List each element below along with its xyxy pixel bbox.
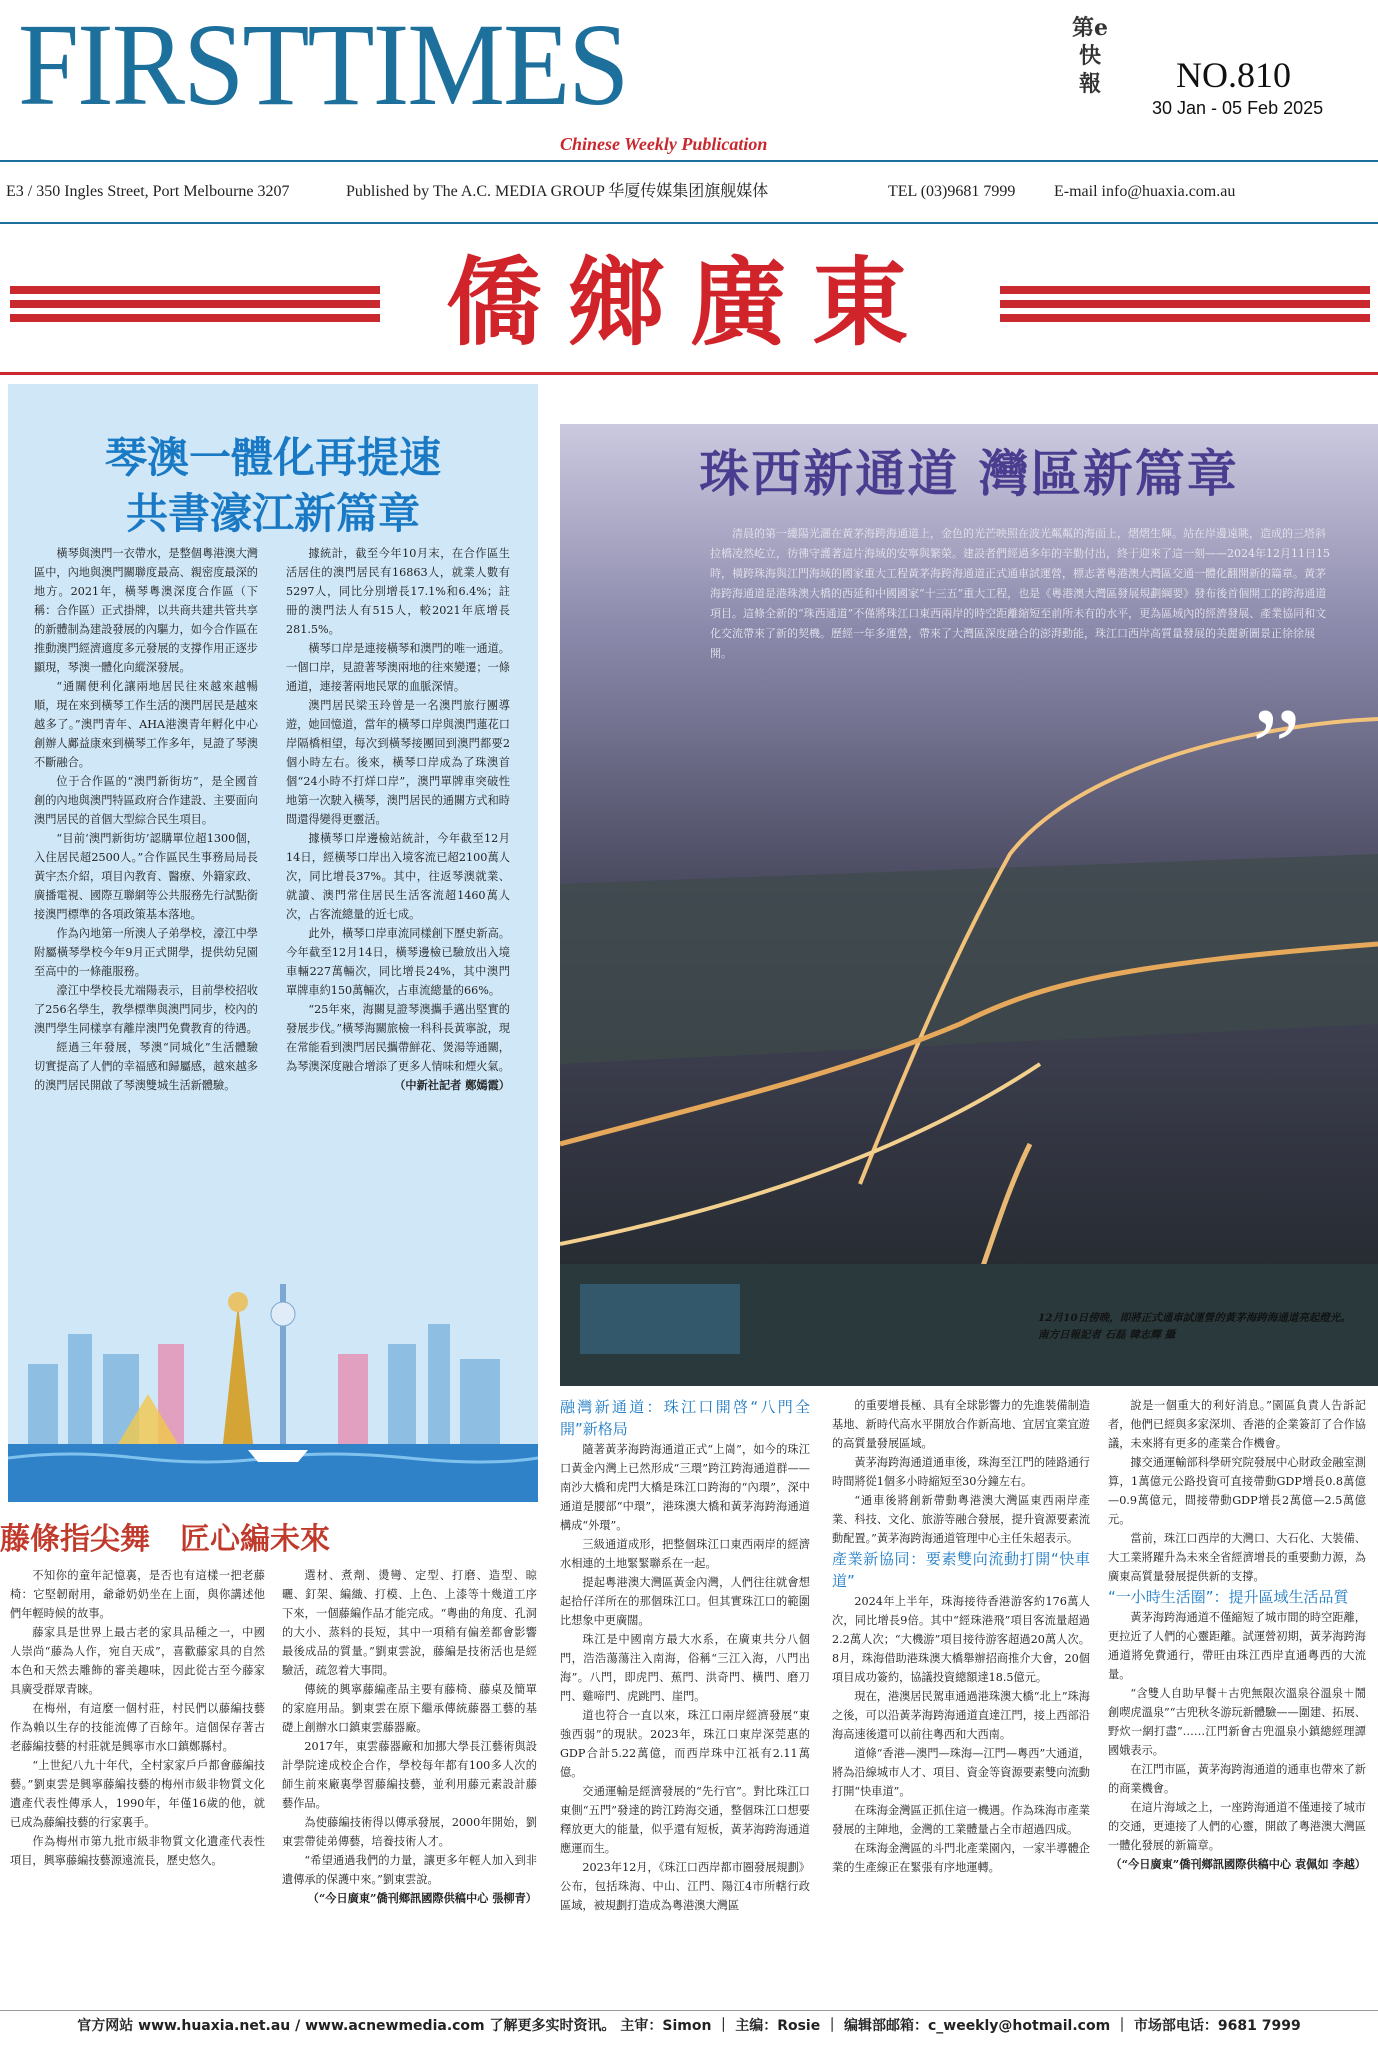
crafts-column-1 (10, 1566, 265, 2004)
subheading: 融灣新通道：珠江口開啓“八門全開”新格局 (560, 1398, 810, 1438)
paragraph: 作為內地第一所澳人子弟學校，濠江中學附屬橫琴學校今年9月正式開學，提供幼兒園至高中的一條龍服務。 (34, 927, 258, 978)
email-address: E-mail info@huaxia.com.au (1054, 183, 1236, 200)
subheading: 產業新協同：要素雙向流動打開“快車道” (832, 1550, 1090, 1590)
paragraph: 在珠海金灣區的斗門北產業園內，一家半導體企業的生產線正在緊張有序地運轉。 (832, 1842, 1090, 1874)
chinese-brand-mark: 第e快報 (1072, 15, 1108, 97)
paragraph: 濠江中學校長尤端陽表示，目前學校招收了256名學生，教學標準與澳門同步，校內的澳門學生同樣享有離岸澳門免費教育的待遇。 (34, 984, 258, 1035)
paragraph: 的重要增長極、具有全球影響力的先進裝備制造基地、新時代高水平開放合作新高地、宜居宜業宜遊的高質量發展區域。 (832, 1399, 1090, 1450)
hero-headline: 珠西新通道 灣區新篇章 (699, 445, 1239, 503)
paragraph: 傳統的興寧藤編產品主要有藤椅、藤桌及簡單的家庭用品。劉東雲在原下繼承傳統藤器工藝的基礎上創辦水口鎮東雲藤器廠。 (282, 1683, 537, 1734)
paragraph: “上世紀八九十年代，全村家家戶戶都會藤編技藝。”劉東雲是興寧藤編技藝的梅州市級非物質文化遺產代表性傳承人，1990年，年僅16歲的他，就已成為藤編技藝的行家裏手。 (10, 1759, 265, 1829)
masthead-subtitle: Chinese Weekly Publication (560, 134, 768, 154)
paragraph: “通關便利化讓兩地居民往來越來越暢順，現在來到橫琴工作生活的澳門居民是越來越多了。”澳門青年、AHA港澳青年孵化中心創辦人鄺益康來到橫琴工作多年，見證了琴澳不斷融合。 (34, 680, 258, 769)
paragraph: 道也符合一直以來，珠江口兩岸經濟發展“東強西弱”的現狀。2023年，珠江口東岸深莞惠的GDP合計5.22萬億，而西岸珠中江祇有2.11萬億。 (560, 1709, 810, 1779)
paragraph: 位于合作區的“澳門新街坊”，是全國首創的內地與澳門特區政府合作建設、主要面向澳門居民的首個大型綜合民生項目。 (34, 775, 258, 826)
paragraph: 作為梅州市第九批市級非物質文化遺產代表性項目，興寧藤編技藝源遠流長，歷史悠久。 (10, 1835, 265, 1867)
byline: （中新社記者 鄭嫣霞） (394, 1078, 510, 1092)
paragraph: 選材、煮劑、燙彎、定型、打磨、造型、晾曬、釘架、編織、打模、上色、上漆等十幾道工序下來，一個藤編作品才能完成。“粵曲的角度、孔洞的大小、蒸料的長短，其中一項稍有偏差都會影響最後成品的質量。”劉東雲說，藤編是技術活也是經驗活，疏忽着大事問。 (282, 1569, 537, 1677)
paragraph: 澳門居民梁玉玲曾是一名澳門旅行團導遊，她回憶道，當年的橫琴口岸與澳門蓮花口岸隔橋相望，每次到橫琴接團回到澳門都要2個小時左右。後來，橫琴口岸成為了珠澳首個“24小時不打烊口岸”，澳門單牌車突破性地第一次駛入橫琴，澳門居民的通關方式和時間還得變得更靈活。 (286, 699, 510, 826)
paragraph: 提起粵港澳大灣區黃金內灣，人們往往就會想起拾仔洋所在的那個珠江口。但其實珠江口的範圍比想象中更廣闊。 (560, 1576, 810, 1627)
paragraph: 據統計，截至今年10月末，在合作區生活居住的澳門居民有16863人，就業人數有5297人，同比分別增長17.1%和6.4%；註冊的澳門法人有515人，較2021年底增長281.5%。 (286, 547, 510, 636)
headline-line-2: 共書濠江新篇章 (125, 489, 420, 538)
hero-lead-paragraph: 清晨的第一縷陽光灑在黃茅海跨海通道上，金色的光芒映照在波光粼粼的海面上，熠熠生輝。站在岸邊遠眺，造成的三塔斜拉橋凌然屹立，彷彿守護著這片海域的安寧與繁榮。建設者們經過多年的辛勤付出，終于迎來了這一刻——2024年12月11日15時，橫跨珠海與江門海域的國家重大工程黃茅海跨海通道正式通車試運營，標志著粵港澳大灣區交通一體化翻開新的篇章。黃茅海跨海通道是港珠澳大橋的西延和中國國家“十三五”重大工程，也是《粵港澳大灣區發展規劃綱要》發布後首個開工的跨海通道項目。這條全新的“珠西通道”不僅將珠江口東西兩岸的時空距離縮短至前所未有的水平，更為區域內的經濟發展、產業協同和文化交流帶來了新的契機。歷經一年多運營，帶來了大灣區深度融合的澎湃動能，珠江口西岸高質量發展的美麗新圖景正徐徐展開。 (710, 527, 1330, 660)
feature-headline (8, 430, 538, 542)
paragraph: “希望通過我們的力量，讓更多年輕人加入到非遺傳承的保護中來。”劉東雲說。 (282, 1854, 537, 1886)
paragraph: 交通運輸是經濟發展的“先行官”。對比珠江口東側“五門”發達的跨江跨海交通，整個珠江口想要釋放更大的能量，似乎還有短板，黃茅海跨海通道應運而生。 (560, 1785, 810, 1855)
section-divider (0, 372, 1378, 375)
issue-date: 30 Jan - 05 Feb 2025 (1152, 98, 1324, 118)
paragraph: 據交通運輸部科學研究院發展中心財政金融室測算，1萬億元公路投資可直接帶動GDP增長0.8萬億—0.9萬億元，間接帶動GDP增長2萬億—2.5萬億元。 (1108, 1456, 1366, 1526)
paragraph: 2023年12月，《珠江口西岸都市圈發展規劃》公布，包括珠海、中山、江門、陽江4市所轄行政區域，被規劃打造成為粵港澳大灣區 (560, 1861, 810, 1912)
hero-photo-bridge (560, 384, 1378, 1386)
paragraph: 三級通道成形，把整個珠江口東西兩岸的經濟水相連的土地緊緊聯系在一起。 (560, 1538, 810, 1570)
paragraph: 2024年上半年，珠海接待香港游客約176萬人次，同比增長9倍。其中“經珠港飛”項目客流量超過2.2萬人次；“大機游”項目接待游客超過20萬人次。8月，珠海借助港珠澳大橋舉辦招商推介大會，20個項目成功簽約，協議投資總額達18.5億元。 (832, 1595, 1090, 1684)
crafts-headline: 藤條指尖舞 匠心編未來 (0, 1522, 330, 1557)
paragraph: 珠江是中國南方最大水系，在廣東共分八個門，浩浩蕩蕩注入南海，俗稱“三江入海，八門出海”。八門，即虎門、蕉門、洪奇門、橫門、磨刀門、雞啼門、虎跳門、崖門。 (560, 1633, 810, 1703)
subheading: “一小時生活圈”：提升區域生活品質 (1108, 1588, 1349, 1606)
byline: （“今日廣東”僑刊鄉訊國際供稿中心 張柳青） (307, 1891, 537, 1905)
address: E3 / 350 Ingles Street, Port Melbourne 3207 (6, 183, 290, 200)
bridge-column-2 (832, 1396, 1090, 2004)
masthead-logo: FIRSTTIMES (18, 0, 628, 130)
paragraph: 藤家具是世界上最古老的家具品種之一，中國人崇尚“藤為人作，宛自天成”，喜歡藤家具的自然本色和天然去雕飾的審美趣味，因此從古至今藤家具廣受群眾青睞。 (10, 1626, 265, 1696)
section-banner (0, 248, 1378, 358)
section-title: 僑鄉廣東 (446, 246, 934, 359)
paragraph: 在珠海金灣區正抓住這一機遇。作為珠海市產業發展的主陣地，金灣的工業體量占全市超過四成。 (832, 1804, 1090, 1836)
publisher: Published by The A.C. MEDIA GROUP 华厦传媒集团旗舰媒体 (346, 183, 769, 200)
macau-skyline-illustration (8, 1244, 538, 1502)
paragraph: 此外，橫琴口岸車流同樣創下歷史新高。今年截至12月14日，橫琴邊檢已驗放出入境車輛227萬輛次，同比增長24%，其中澳門單牌車約150萬輛次，占車流總量的66%。 (286, 927, 510, 997)
paragraph: 橫琴與澳門一衣帶水，是整個粵港澳大灣區中，內地與澳門關聯度最高、親密度最深的地方。2021年，橫琴粵澳深度合作區（下稱：合作區）正式掛牌，以共商共建共管共享的新體制為建設發展的內驅力，如今合作區在推動澳門經濟適度多元發展的支撐作用正逐步顯現，琴澳一體化向縱深發展。 (34, 547, 258, 674)
paragraph: 在江門市區，黃茅海跨海通道的通車也帶來了新的商業機會。 (1108, 1763, 1366, 1795)
article-column-2 (286, 544, 510, 1244)
paragraph: 為使藤編技術得以傳承發展，2000年開始，劉東雲帶徒弟傳藝，培養技術人才。 (282, 1816, 537, 1848)
paragraph: 道條“香港—澳門—珠海—江門—粵西”大通道，將為沿線城市人才、項目、資金等資源要素雙向流動打開“快車道”。 (832, 1747, 1090, 1798)
headline-line-1: 琴澳一體化再提速 (104, 433, 441, 482)
paragraph: 當前，珠江口西岸的大灣口、大石化、大裝備、大工業將躍升為未來全省經濟增長的重要動力源，為廣東高質量發展提供新的支撐。 (1108, 1532, 1366, 1583)
paragraph: “通車後將創新帶動粵港澳大灣區東西兩岸產業、科技、文化、旅游等融合發展，提升資源要素流動配置。”黃茅海跨海通道管理中心主任朱超表示。 (832, 1494, 1090, 1545)
paragraph: 在這片海域之上，一座跨海通道不僅連接了城市的交通，更連接了人們的心靈，開啟了粵港澳大灣區一體化發展的新篇章。 (1108, 1801, 1366, 1852)
paragraph: 不知你的童年記憶裏，是否也有這樣一把老藤椅：它堅韌耐用，爺爺奶奶坐在上面，與你講述他們年輕時候的故事。 (10, 1569, 265, 1620)
paragraph: 黃茅海跨海通道不僅縮短了城市間的時空距離，更拉近了人們的心靈距離。試運營初期，黃茅海跨海通道將免費通行，帶旺由珠江西岸直通粵西的大流量。 (1108, 1611, 1366, 1681)
photo-caption: 12月10日傍晚，即將正式通車試運營的黃茅海跨海通道亮起燈光。南方日報記者 石磊 韓志輝 攝 (1038, 1312, 1351, 1341)
paragraph: 在梅州，有這麼一個村莊，村民們以藤編技藝作為賴以生存的技能流傳了百餘年。這個保存著古老藤編技藝的村莊就是興寧市水口鎮鄭縣村。 (10, 1702, 265, 1753)
issue-number: NO.810 (1176, 55, 1291, 95)
bridge-column-3 (1108, 1396, 1366, 2004)
paragraph: 2017年，東雲藤器廠和加挪大學長江藝術與設計學院達成校企合作，學校每年都有100多人次的師生前來廠裏學習藤編技藝，並利用藤元素設計藤藝作品。 (282, 1740, 537, 1810)
quote-mark: ” (1252, 686, 1301, 808)
paragraph: 黃茅海跨海通道通車後，珠海至江門的陸路通行時間將從1個多小時縮短至30分鐘左右。 (832, 1456, 1090, 1488)
paragraph: “目前‘澳門新街坊’認購單位超1300個，入住居民超2500人。”合作區民生事務局局長黃宇杰介紹，項目內教育、醫療、外籍家政、廣播電視、國際互聯網等公共服務先行試點銜接澳門標準的各項政策基本落地。 (34, 832, 258, 921)
paragraph: 據橫琴口岸邊檢站統計，今年截至12月14日，經橫琴口岸出入境客流已超2100萬人次，同比增長37%。其中，往返琴澳就業、就讀、澳門常住居民生活客流超1460萬人次，占客流總量的近七成。 (286, 832, 510, 921)
paragraph: “25年來，海關見證琴澳攜手邁出堅實的發展步伐。”橫琴海關旅檢一科科長黃寧說，現在常能看到澳門居民攜帶鮮花、煲湯等通關，為琴澳深度融合增添了更多人情味和煙火氣。 (286, 1003, 510, 1073)
article-column-1 (34, 544, 258, 1244)
byline: （“今日廣東”僑刊鄉訊國際供稿中心 袁佩如 李越） (1110, 1857, 1366, 1871)
paragraph: 橫琴口岸是連接橫琴和澳門的唯一通道。一個口岸，見證著琴澳兩地的往來變遷；一條通道，連接著兩地民眾的血脈深情。 (286, 642, 510, 693)
telephone: TEL (03)9681 7999 (888, 183, 1016, 200)
paragraph: 現在，港澳居民駕車通過港珠澳大橋“北上”珠海之後，可以沿黃茅海跨海通道直達江門，接上西部沿海高速後還可以前往粵西和大西南。 (832, 1690, 1090, 1741)
paragraph: 說是一個重大的利好消息。”園區負責人告訴記者，他們已經與多家深圳、香港的企業簽訂了合作協議，未來將有更多的產業合作機會。 (1108, 1399, 1366, 1450)
crafts-column-2 (282, 1566, 537, 2004)
bridge-column-1 (560, 1396, 810, 2004)
publisher-info-bar (0, 160, 1378, 224)
paragraph: 經過三年發展，琴澳“同城化”生活體驗切實提高了人們的幸福感和歸屬感，越來越多的澳門居民開啟了琴澳雙城生活新體驗。 (34, 1041, 258, 1092)
paragraph: “含雙人自助早餐＋古兜無限次溫泉谷溫泉＋鬧創喫虎溫泉”“古兜秋冬游玩新體驗——圍建、拓展、野炊一網打盡”……江門新會古兜溫泉小鎮總經理譚國娥表示。 (1108, 1687, 1366, 1757)
paragraph: 隨著黃茅海跨海通道正式“上崗”，如今的珠江口黃金內灣上已然形成“三環”跨江跨海通道群——南沙大橋和虎門大橋是珠江口跨海的“內環”，深中通道是腰部“中環”，港珠澳大橋和黃茅海跨海通道構成“外環”。 (560, 1443, 810, 1532)
page-footer: 官方网站 www.huaxia.net.au / www.acnewmedia.com 了解更多实时资讯。 主审：Simon ｜ 主编：Rosie ｜ 编辑部邮箱：c_weekly@hotmail.com ｜ 市场部电话：9681 7999 (0, 2010, 1378, 2041)
feature-article-hengqin (8, 384, 538, 1502)
